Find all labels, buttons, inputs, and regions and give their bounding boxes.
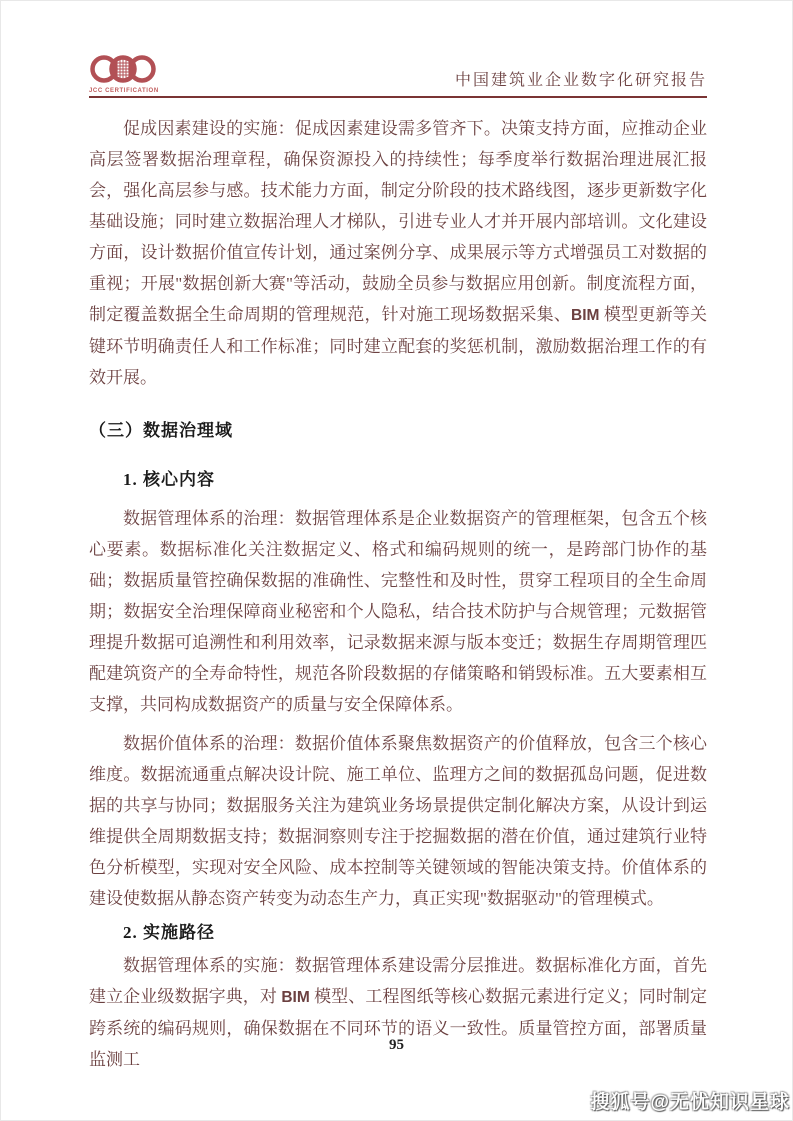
page-number: 95 [389, 1037, 404, 1053]
section-heading-data-governance: （三）数据治理域 [89, 421, 233, 440]
sub-heading-implementation-path: 2. 实施路径 [123, 923, 215, 942]
logo-label: JCC CERTIFICATION [89, 88, 159, 94]
page-header [89, 55, 707, 98]
paragraph-data-management-implementation: 数据管理体系的实施：数据管理体系建设需分层推进。数据标准化方面，首先建立企业级数据字典，对 BIM 模型、工程图纸等核心数据元素进行定义；同时制定跨系统的编码规则，确保数据在不同环节的语义一致性。质量管控方面，部署质量监测工 [89, 956, 708, 1069]
report-title: 中国建筑业企业数字化研究报告 [454, 72, 707, 89]
paragraph-data-management-governance: 数据管理体系的治理：数据管理体系是企业数据资产的管理框架，包含五个核心要素。数据标准化关注数据定义、格式和编码规则的统一，是跨部门协作的基础；数据质量管控确保数据的准确性、完整性和及时性，贯穿工程项目的全生命周期；数据安全治理保障商业秘密和个人隐私，结合技术防护与合规管理；元数据管理提升数据可追溯性和利用效率，记录数据来源与版本变迁；数据生存周期管理匹配建筑资产的全寿命特性，规范各阶段数据的存储策略和销毁标准。五大要素相互支撑，共同构成数据资产的质量与安全保障体系。 [89, 509, 707, 714]
jcc-logo-icon [89, 55, 157, 87]
paragraph-data-value-governance: 数据价值体系的治理：数据价值体系聚焦数据资产的价值释放，包含三个核心维度。数据流通重点解决设计院、施工单位、监理方之间的数据孤岛问题，促进数据的共享与协同；数据服务关注为建筑业务场景提供定制化解决方案，从设计到运维提供全周期数据支持；数据洞察则专注于挖掘数据的潜在价值，通过建筑行业特色分析模型，实现对安全风险、成本控制等关键领域的智能决策支持。价值体系的建设使数据从静态资产转变为动态生产力，真正实现"数据驱动"的管理模式。 [89, 734, 707, 908]
paragraph-enabling-factors: 促成因素建设的实施：促成因素建设需多管齐下。决策支持方面，应推动企业高层签署数据治理章程，确保资源投入的持续性；每季度举行数据治理进展汇报会，强化高层参与感。技术能力方面，制定分阶段的技术路线图，逐步更新数字化基础设施；同时建立数据治理人才梯队，引进专业人才并开展内部培训。文化建设方面，设计数据价值宣传计划，通过案例分享、成果展示等方式增强员工对数据的重视；开展"数据创新大赛"等活动，鼓励全员参与数据应用创新。制度流程方面，制定覆盖数据全生命周期的管理规范，针对施工现场数据采集、BIM 模型更新等关键环节明确责任人和工作标准；同时建立配套的奖惩机制，激励数据治理工作的有效开展。 [89, 119, 708, 387]
jcc-logo [89, 55, 159, 94]
watermark-text: 搜狐号@无忧知识星球 [590, 1092, 790, 1113]
sub-heading-core-content: 1. 核心内容 [123, 470, 215, 489]
document-body [89, 113, 707, 1075]
